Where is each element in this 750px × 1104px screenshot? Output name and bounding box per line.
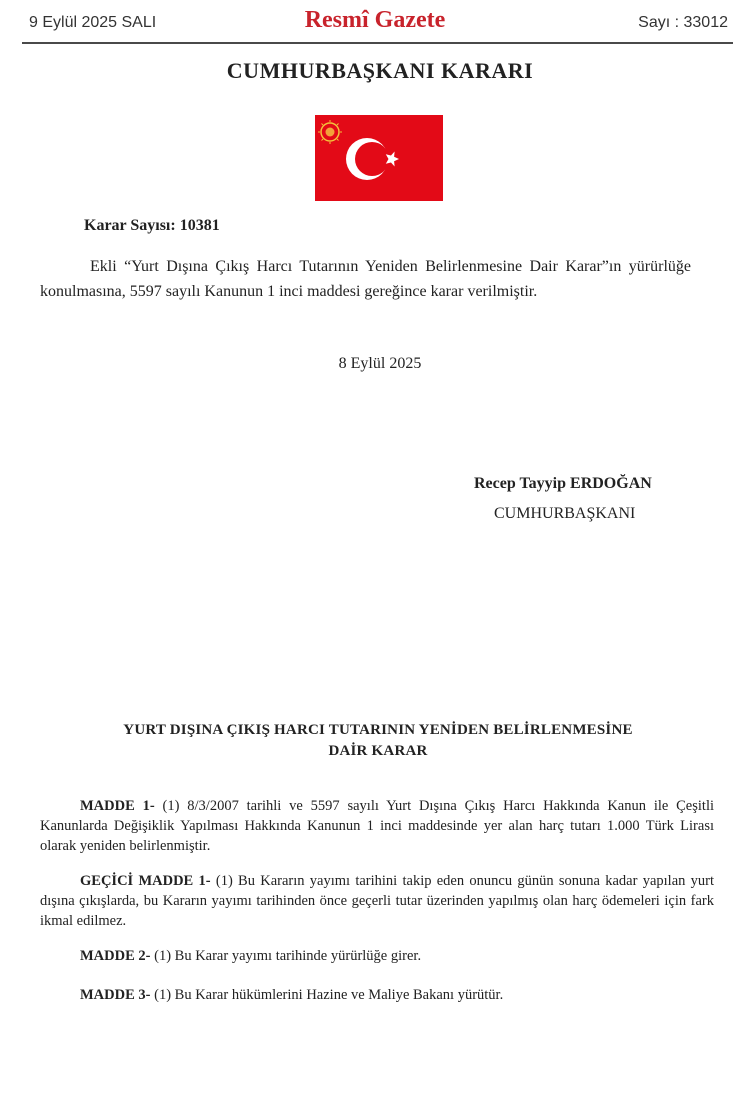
signatory-title: CUMHURBAŞKANI <box>494 505 636 522</box>
decree-number: Karar Sayısı: 10381 <box>84 217 220 234</box>
article-text: (1) Bu Karar yayımı tarihinde yürürlüğe girer. <box>154 948 422 964</box>
article-2 <box>40 946 714 966</box>
presidential-emblem-icon <box>318 120 342 144</box>
article-text: (1) Bu Karar hükümlerini Hazine ve Maliye Bakanı yürütür. <box>154 987 504 1003</box>
annex-title <box>84 720 672 762</box>
turkish-flag-icon <box>315 115 443 201</box>
decree-date: 8 Eylül 2025 <box>338 355 422 372</box>
annex-title-line-1: YURT DIŞINA ÇIKIŞ HARCI TUTARININ YENİDEN BELİRLENMESİNE <box>123 722 633 738</box>
gazette-masthead-title: Resmî Gazete <box>304 7 446 33</box>
decree-paragraph: Ekli “Yurt Dışına Çıkış Harcı Tutarının Yeniden Belirlenmesine Dair Karar”ın yürürlüğe konulmasına, 5597 sayılı Kanunun 1 inci maddesi gereğince karar verilmiştir. <box>40 258 691 300</box>
article-1 <box>40 796 714 856</box>
article-label: MADDE 3- <box>80 987 151 1003</box>
article-text: (1) 8/3/2007 tarihli ve 5597 sayılı Yurt Dışına Çıkış Harcı Hakkında Kanun ile Çeşitli Kanunlarda Değişiklik Yapılması Hakkında Kanunun 1 inci maddesinde yer alan harç tutarı 1.000 Türk Lirası olarak yeniden belirlenmiştir. <box>40 798 715 854</box>
article-label: GEÇİCİ MADDE 1- <box>80 873 211 889</box>
article-label: MADDE 2- <box>80 948 151 964</box>
header-date: 9 Eylül 2025 SALI <box>29 14 157 31</box>
annex-title-line-2: DAİR KARAR <box>328 743 428 759</box>
article-3 <box>40 985 714 1005</box>
signatory-name: Recep Tayyip ERDOĞAN <box>474 475 652 492</box>
provisional-article-1 <box>40 871 714 931</box>
article-text: (1) Bu Kararın yayımı tarihini takip eden onuncu günün sonuna kadar yapılan yurt dışına çıkışlarda, bu Kararın yayımı tarihinden önce geçerli tutar üzerinden yapılmış olan harç ödemeleri için fark ikmal edilmez. <box>40 873 715 929</box>
article-label: MADDE 1- <box>80 798 155 814</box>
gazette-header <box>0 0 750 46</box>
document-title: CUMHURBAŞKANI KARARI <box>226 58 534 83</box>
issue-number: Sayı : 33012 <box>638 14 728 31</box>
header-divider <box>22 42 733 44</box>
